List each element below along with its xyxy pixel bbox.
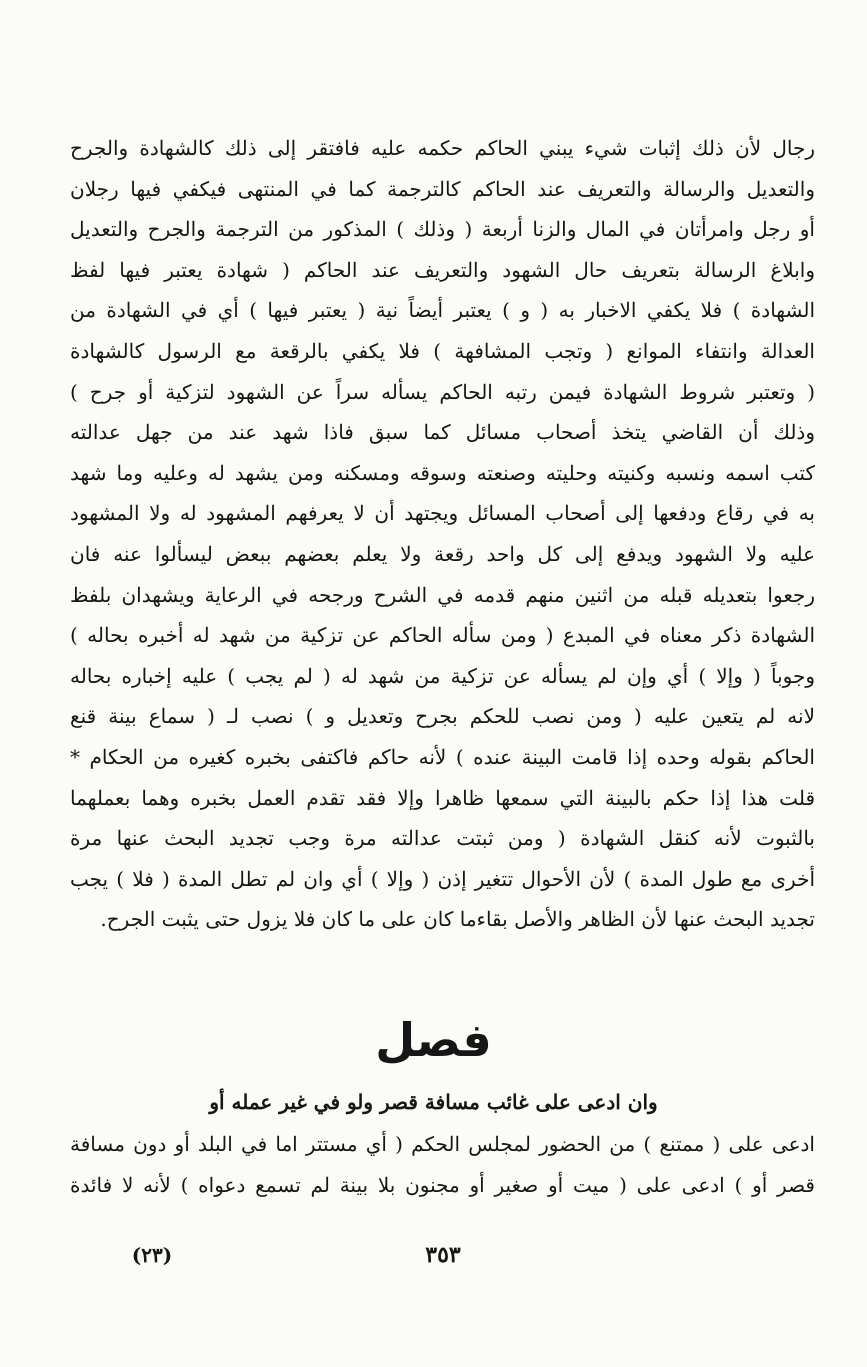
text-line: رجعوا بتعديله قبله من اثنين منهم قدمه في الشرح ورجحه في الرعاية ويشهدان بلفظ xyxy=(70,582,815,607)
text-line: الشهادة ذكر معناه في المبدع ( ومن سأله الحاكم عن تزكية من شهد له أخبره بحاله ) xyxy=(70,623,815,648)
text-line: لانه لم يتعين عليه ( ومن نصب للحكم بجرح وتعديل و ) نصب لـ ( سماع بينة قنع xyxy=(70,704,815,729)
text-line: كتب اسمه ونسبه وكنيته وحليته وصنعته وسوقه ومسكنه ومن يشهد له وعليه وما شهد xyxy=(70,460,815,485)
text-line: وابلاغ الرسالة بتعريف حال الشهود والتعريف عند الحاكم ( شهادة يعتبر فيها لفظ xyxy=(70,257,815,282)
section-text-line: ادعى على ( ممتنع ) من الحضور لمجلس الحكم ( أي مستتر اما في البلد أو دون مسافة xyxy=(70,1132,815,1156)
text-line: رجال لأن ذلك إثبات شيء يبني الحاكم حكمه عليه فافتقر إلى ذلك كالشهادة والجرح xyxy=(70,136,815,160)
page-number: ٣٥٣ xyxy=(425,1242,461,1268)
section-intro: وان ادعى على غائب مسافة قصر ولو في غير عمله أو xyxy=(209,1090,658,1114)
section-text-block xyxy=(70,1124,815,1205)
text-line: وجوباً ( وإلا ) أي وإن لم يسأله عن تزكية من شهد له ( لم يجب ) عليه إخباره بحاله xyxy=(70,663,815,688)
text-line: به في رقاع ودفعها إلى أصحاب المسائل ويجتهد أن لا يعرفهم المشهود له ولا المشهود xyxy=(70,501,815,526)
text-line: بالثبوت لأنه كنقل الشهادة ( ومن ثبتت عدالته مرة وجب تجديد البحث عنها مرة xyxy=(70,826,815,851)
text-line: الشهادة ) فلا يكفي الاخبار به ( و ) يعتبر أيضاً نية ( يعتبر فيها ) أي في الشهادة من xyxy=(70,298,815,323)
section-heading: فصل xyxy=(375,1013,492,1067)
text-line: الحاكم بقوله وحده إذا قامت البينة عنده ) لأنه حاكم فاكتفى بخبره كغيره من الحكام * xyxy=(70,744,815,769)
text-line: والتعديل والرسالة والتعريف عند الحاكم كالترجمة كما في المنتهى فيكفي فيها رجلان xyxy=(70,176,815,201)
page-footer xyxy=(0,1237,867,1273)
section-text-line: قصر أو ) ادعى على ( ميت أو صغير أو مجنون بلا بينة لم تسمع دعواه ) لأنه لا فائدة xyxy=(70,1172,815,1197)
main-text-block xyxy=(70,128,815,940)
text-line: عليه ولا الشهود ويدفع إلى كل واحد رقعة ولا يعلم بعضهم ببعض ليسألوا عنه فان xyxy=(70,541,815,566)
text-line: العدالة وانتفاء الموانع ( وتجب المشافهة ) فلا يكفي بالرقعة مع الرسول كالشهادة xyxy=(70,338,815,363)
text-line: تجديد البحث عنها لأن الظاهر والأصل بقاءما كان على ما كان فلا يزول حتى يثبت الجرح. xyxy=(100,907,815,932)
text-line: وذلك أن القاضي يتخذ أصحاب مسائل كما سبق فاذا شهد عند من جهل عدالته xyxy=(70,420,815,445)
text-line: قلت هذا إذا حكم بالبينة التي سمعها ظاهرا وإلا فقد تقدم العمل بخبره وهما بعملهما xyxy=(70,785,815,810)
text-line: ( وتعتبر شروط الشهادة فيمن رتبه الحاكم يسأله سراً عن الشهود لتزكية أو جرح ) xyxy=(70,379,815,404)
text-line: أخرى مع طول المدة ) لأن الأحوال تتغير إذن ( وإلا ) أي وان لم تطل المدة ( فلا ) يجب xyxy=(70,866,815,891)
signature-mark: (٢٣) xyxy=(131,1243,173,1267)
text-line: أو رجل وامرأتان في المال والزنا أربعة ( وذلك ) المذكور من الترجمة والجرح والتعديل xyxy=(70,217,815,242)
